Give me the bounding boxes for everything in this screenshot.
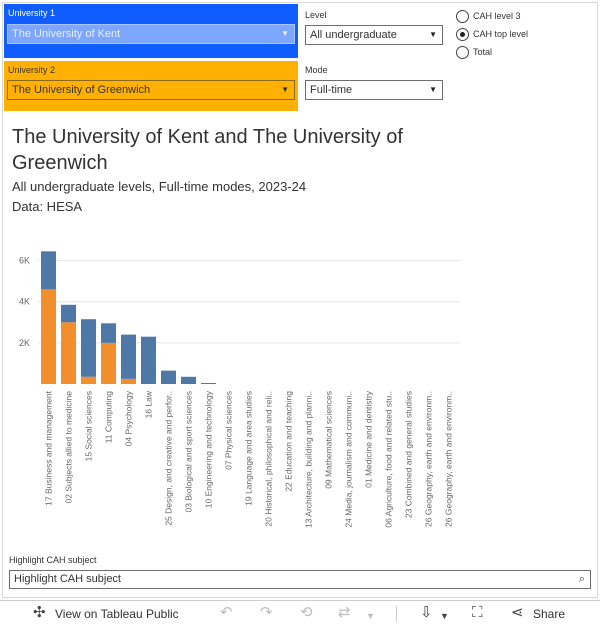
x-tick-label: 04 Psychology <box>123 391 134 447</box>
highlight-search-input[interactable] <box>9 570 591 589</box>
x-tick-label: 26 Geography, earth and environm.. <box>423 391 434 527</box>
radio-label: CAH level 3 <box>473 11 521 21</box>
university-1-label: University 1 <box>8 8 56 18</box>
university-2-dropdown[interactable] <box>7 80 295 100</box>
x-tick-label: 26 Geography, earth and environm.. <box>443 391 454 527</box>
radio-total[interactable] <box>456 45 492 61</box>
x-tick-label: 09 Mathematical sciences <box>323 391 334 489</box>
tableau-toolbar <box>0 600 600 627</box>
x-tick-label: 01 Medicine and dentistry <box>363 391 374 488</box>
level-value: All undergraduate <box>310 29 397 41</box>
radio-circle <box>456 10 469 23</box>
x-tick-label: 15 Social sciences <box>83 391 94 462</box>
university-1-dropdown[interactable] <box>7 24 295 44</box>
mode-label: Mode <box>305 65 328 75</box>
radio-label: Total <box>473 47 493 57</box>
x-tick-label: 23 Combined and general studies <box>403 391 414 519</box>
x-tick-label: 16 Law <box>143 391 154 419</box>
x-tick-label: 22 Education and teaching <box>283 391 294 492</box>
university-1-filter <box>4 4 298 58</box>
x-tick-label: 13 Architecture, building and planni.. <box>303 391 314 529</box>
bar-segment <box>101 343 116 384</box>
revert-icon[interactable]: ⟲ <box>300 604 313 621</box>
toolbar-divider <box>396 606 397 622</box>
bar-segment <box>81 319 96 377</box>
radio-cah-top-level[interactable] <box>456 27 528 43</box>
highlight-label: Highlight CAH subject <box>9 555 97 565</box>
radio-circle <box>456 46 469 59</box>
university-2-filter <box>4 61 298 111</box>
download-icon[interactable]: ⇩ <box>420 604 433 621</box>
y-tick-label: 2K <box>18 337 30 348</box>
search-icon: ⌕ <box>578 573 585 585</box>
university-2-label: University 2 <box>8 65 56 75</box>
bar-segment <box>101 323 116 343</box>
redo-icon[interactable]: ↷ <box>260 604 273 621</box>
bar-segment <box>161 371 176 384</box>
x-tick-label: 07 Physical sciences <box>223 391 234 470</box>
bar-segment <box>61 305 76 322</box>
radio-label: CAH top level <box>473 29 529 39</box>
x-tick-label: 11 Computing <box>103 391 114 444</box>
bar-segment <box>41 289 56 384</box>
x-tick-label: 03 Biological and sport sciences <box>183 391 194 513</box>
x-tick-label: 10 Engineering and technology <box>203 391 214 509</box>
share-icon[interactable]: ⋖ <box>511 604 524 621</box>
mode-dropdown[interactable] <box>305 80 443 100</box>
bar-segment <box>121 379 136 384</box>
chevron-down-icon: ▼ <box>429 30 437 39</box>
y-tick-label: 4K <box>18 296 30 307</box>
chart-title: The University of Kent and The University of Greenwich <box>12 126 403 174</box>
data-source: Data: HESA <box>12 199 83 214</box>
bar-segment <box>41 251 56 289</box>
share-button[interactable]: Share <box>533 607 566 621</box>
mode-value: Full-time <box>310 84 353 96</box>
highlight-placeholder: Highlight CAH subject <box>14 573 121 585</box>
bar-segment <box>81 377 96 384</box>
radio-cah-level-3[interactable] <box>456 9 521 25</box>
x-tick-label: 20 Historical, philosophical and reli.. <box>263 391 274 527</box>
chevron-down-icon: ▼ <box>281 85 289 94</box>
x-tick-label: 06 Agriculture, food and related stu.. <box>383 391 394 528</box>
x-tick-label: 24 Media, journalism and communi.. <box>343 391 354 528</box>
refresh-icon[interactable]: ⇄ <box>338 604 351 621</box>
university-2-value: The University of Greenwich <box>12 84 151 96</box>
radio-circle-selected <box>456 28 469 41</box>
fullscreen-icon[interactable]: ⛶ <box>472 604 483 621</box>
y-tick-label: 6K <box>18 255 30 266</box>
chart-subtitle: All undergraduate levels, Full-time modes, 2023-24 <box>12 179 307 194</box>
x-tick-label: 25 Design, and creative and perfor.. <box>163 391 174 526</box>
x-tick-label: 02 Subjects allied to medicine <box>63 391 74 504</box>
level-dropdown[interactable] <box>305 25 443 45</box>
chevron-down-icon: ▼ <box>281 29 289 38</box>
chevron-down-icon[interactable]: ▼ <box>440 611 449 621</box>
bar-segment <box>201 383 216 384</box>
tableau-logo-icon: ✣ <box>33 604 46 621</box>
view-on-tableau-public-link[interactable]: View on Tableau Public <box>55 607 179 621</box>
level-label: Level <box>305 10 327 20</box>
chevron-down-icon: ▼ <box>429 85 437 94</box>
bar-segment <box>61 322 76 384</box>
x-tick-label: 19 Language and area studies <box>243 391 254 506</box>
university-1-value: The University of Kent <box>12 28 121 40</box>
bar-chart <box>0 228 600 550</box>
bar-segment <box>121 335 136 379</box>
bar-segment <box>141 337 156 384</box>
undo-icon[interactable]: ↶ <box>220 604 233 621</box>
x-tick-label: 17 Business and management <box>43 391 54 506</box>
chevron-down-icon[interactable]: ▼ <box>366 611 375 621</box>
bar-segment <box>181 377 196 384</box>
